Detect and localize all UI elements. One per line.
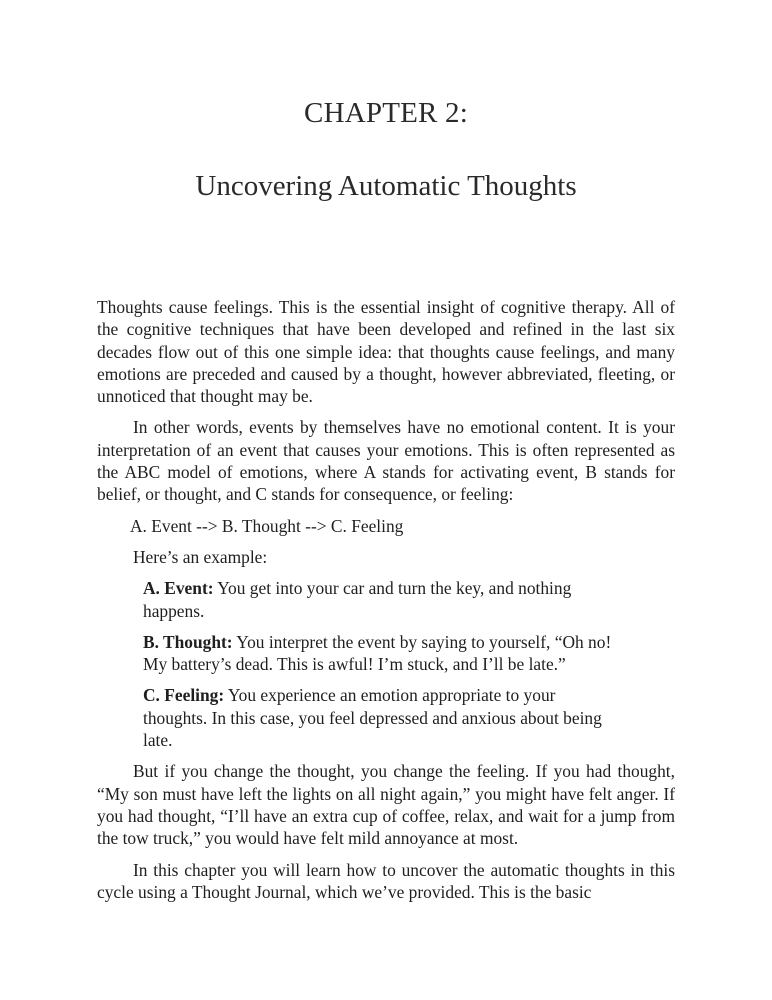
paragraph-change-thought: But if you change the thought, you change the feeling. If you had thought, “My son must have left the lights on all night again,” you might have felt anger. If you had thought, “I’ll have an extra cup of coffee, relax, and wait for a jump from the tow truck,” you would have felt mild annoyance at most. [97, 761, 675, 849]
example-thought-text: You interpret the event by saying to yourself, “Oh no! My battery’s dead. This is awful! I’m stuck, and I’ll be late.” [143, 631, 612, 675]
example-thought-label: B. Thought: [143, 631, 233, 652]
example-feeling-label: C. Feeling: [143, 685, 225, 706]
example-feeling [143, 684, 623, 751]
abc-model-line: A. Event --> B. Thought --> C. Feeling [130, 515, 404, 536]
example-feeling-text: You experience an emotion appropriate to your thoughts. In this case, you feel depressed and anxious about being late. [143, 685, 602, 751]
chapter-number: CHAPTER 2: [304, 97, 468, 129]
example-event [143, 577, 623, 622]
chapter-title: Uncovering Automatic Thoughts [195, 170, 577, 202]
example-intro: Here’s an example: [133, 546, 268, 567]
paragraph-chapter-preview: In this chapter you will learn how to uncover the automatic thoughts in this cycle using a Thought Journal, which we’ve provided. This is the basic [97, 859, 675, 902]
example-thought [143, 631, 623, 676]
example-event-text: You get into your car and turn the key, and nothing happens. [143, 578, 572, 621]
paragraph-intro: Thoughts cause feelings. This is the essential insight of cognitive therapy. All of the cognitive techniques that have been developed and refined in the last six decades flow out of this one simple idea: that thoughts cause feelings, and many emotions are preceded and caused by a thought, however abbreviated, fleeting, or unnoticed that thought may be. [97, 297, 675, 407]
example-event-label: A. Event: [143, 578, 214, 599]
paragraph-abc-model: In other words, events by themselves have no emotional content. It is your interpretation of an event that causes your emotions. This is often represented as the ABC model of emotions, where A stands for activating event, B stands for belief, or thought, and C stands for consequence, or feeling: [97, 417, 675, 505]
chapter-body [97, 296, 675, 903]
